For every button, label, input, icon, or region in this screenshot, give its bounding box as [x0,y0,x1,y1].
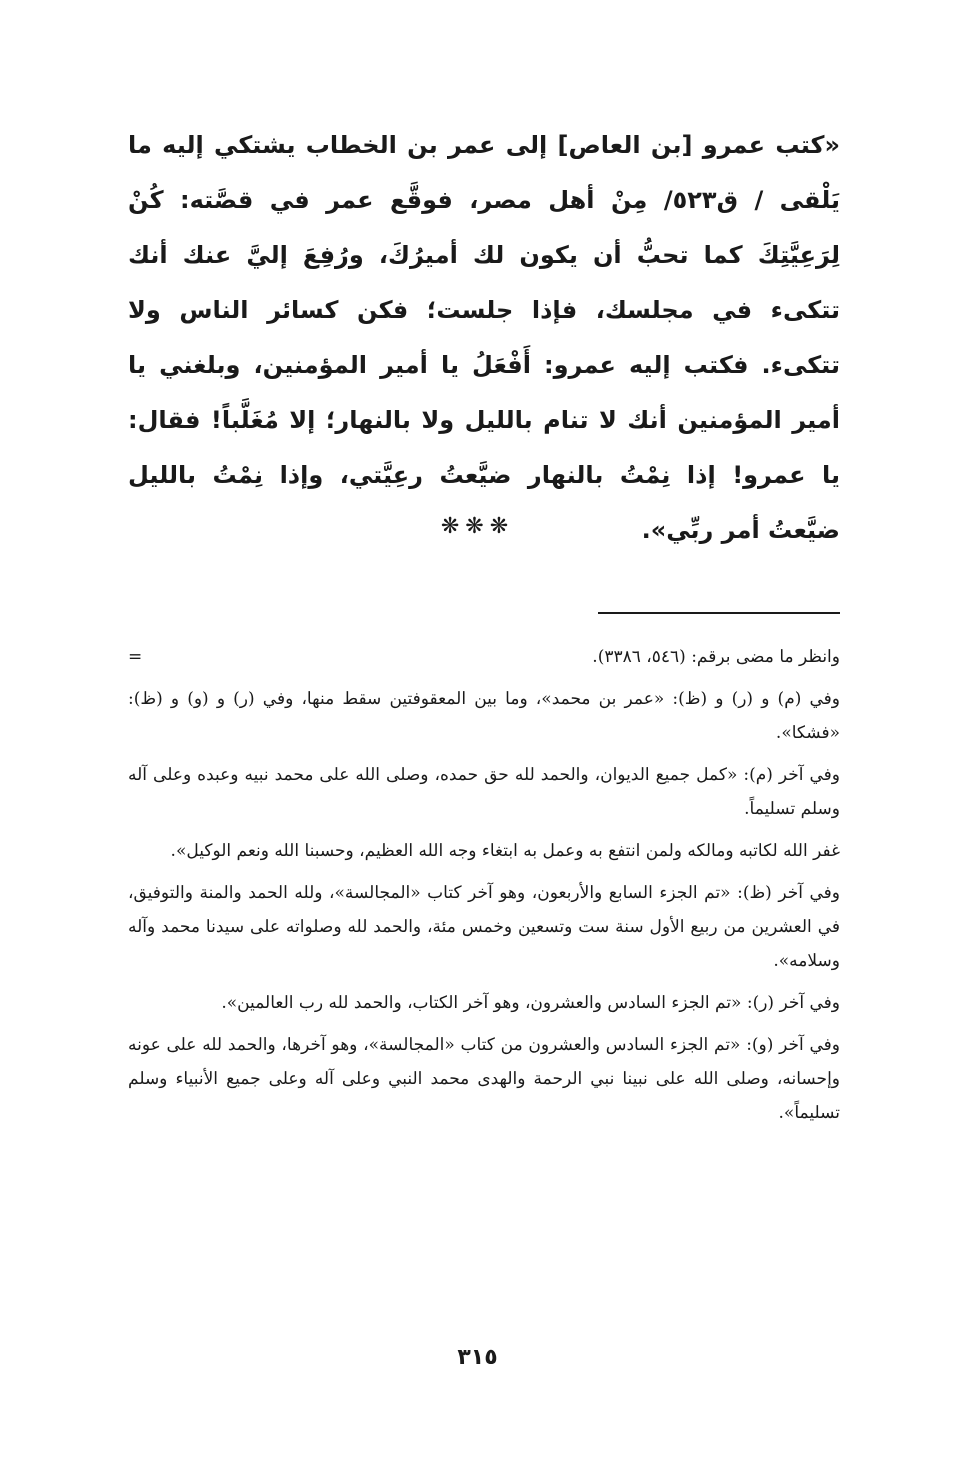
footnote-paragraph: غفر الله لكاتبه ومالكه ولمن انتفع به وعمل به ابتغاء وجه الله العظيم، وحسبنا الله ونعم الوكيل». [170,841,840,861]
footnote-paragraph [128,640,840,674]
footnote-paragraph: وفي (م) و (ر) و (ظ): «عمر بن محمد»، وما بين المعقوفتين سقط منها، وفي (ر) و (و) و (ظ): «فشكا». [128,689,840,743]
page-number: ٣١٥ [457,1345,498,1370]
main-paragraph: «كتب عمرو [بن العاص] إلى عمر بن الخطاب يشتكي إليه ما يَلْقى / ق٥٢٣/ مِنْ أهل مصر، فوقَّع عمر في قصَّته: كُنْ لِرَعِيَّتِكَ كما تحبُّ أن يكون لك أميرُكَ، ورُفِعَ إليَّ عنك أنك تتكىء في مجلسك، فإذا جلست؛ فكن كسائر الناس ولا تتكىء. فكتب إليه عمرو: أَفْعَلُ يا أمير المؤمنين، وبلغني يا أمير المؤمنين أنك لا تنام بالليل ولا بالنهار؛ إلا مُغَلَّباً! فقال: يا عمرو! إذا نِمْتُ بالنهار ضيَّعتُ رعِيَّتي، وإذا نِمْتُ بالليل ضيَّعتُ أمر ربِّي». [128,131,840,544]
footnote-paragraph: وفي آخر (ر): «تم الجزء السادس والعشرون، وهو آخر الكتاب، والحمد لله رب العالمين». [221,993,840,1013]
footnote-paragraph: وفي آخر (م): «كمل جميع الديوان، والحمد لله حق حمده، وصلى الله على محمد نبيه وعبده وعلى آله وسلم تسليماً. [128,765,840,819]
footnote-paragraph: وفي آخر (ظ): «تم الجزء السابع والأربعون، وهو آخر كتاب «المجالسة»، ولله الحمد والمنة والتوفيق، في العشرين من ربيع الأول سنة ست وتسعين وخمس مئة، والحمد لله وصلواته على سيدنا محمد وآله وسلامه». [128,883,840,971]
section-separator: ❋❋❋ [440,514,515,539]
footnote-paragraph: وفي آخر (و): «تم الجزء السادس والعشرون من كتاب «المجالسة»، وهو آخرها، والحمد لله على عونه وإحسانه، وصلى الله على نبينا نبي الرحمة والهدى محمد النبي وعلى آله وعلى جميع الأنبياء وسلم تسليماً». [128,1035,840,1123]
footnotes-section [128,640,840,1138]
footnote-continuation-marker: = [128,647,143,667]
footnote-text: وانظر ما مضى برقم: (٥٤٦، ٣٣٨٦). [592,647,840,667]
footnote-divider [598,612,840,614]
